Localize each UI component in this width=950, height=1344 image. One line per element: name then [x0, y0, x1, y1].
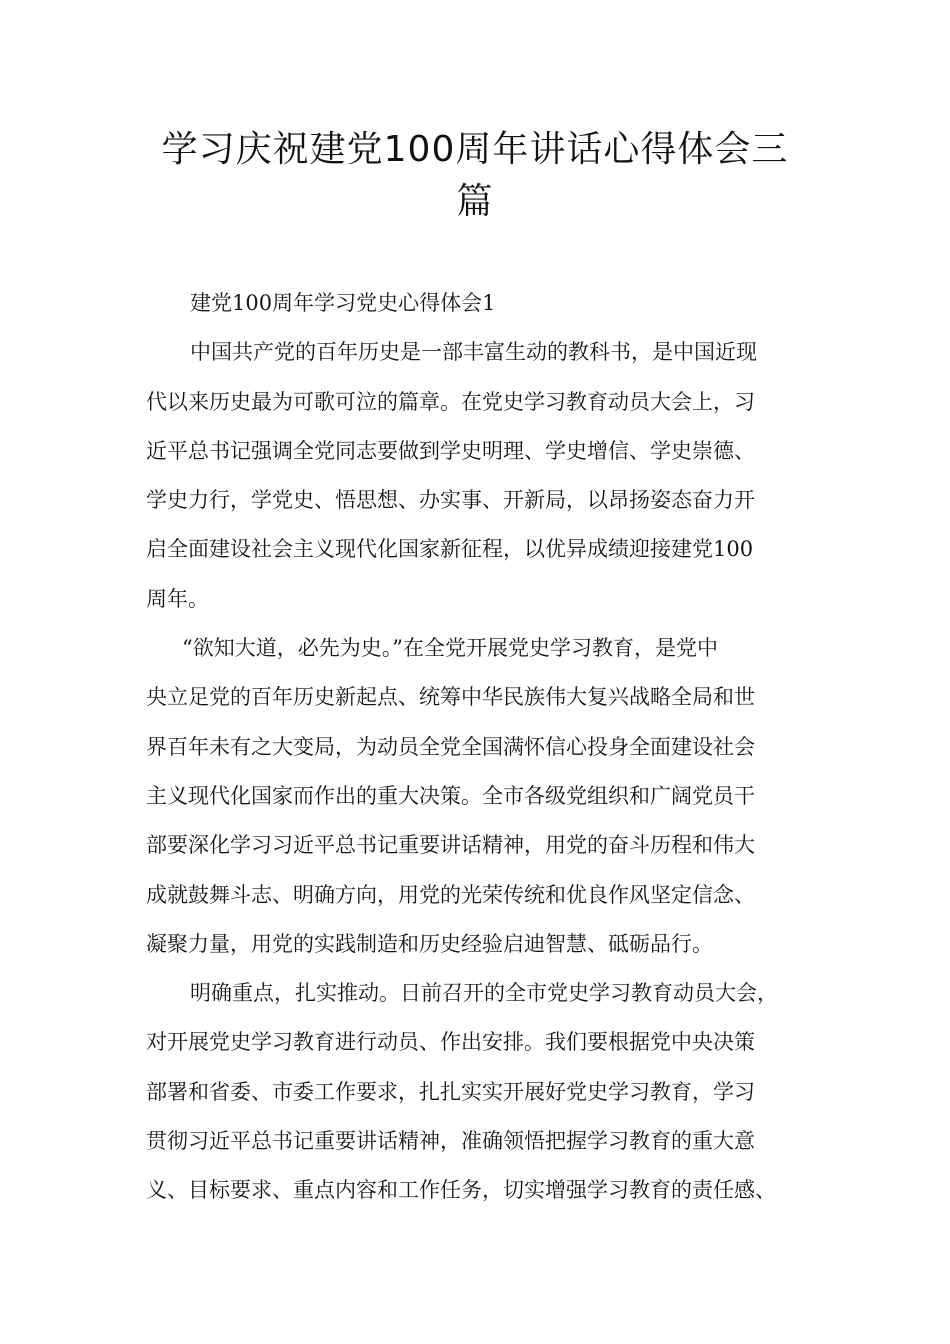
- document-title: [120, 124, 830, 228]
- paragraph-1-line-5: 启全面建设社会主义现代化国家新征程，以优异成绩迎接建党100: [146, 537, 754, 562]
- paragraph-1-line-1: 中国共产党的百年历史是一部丰富生动的教科书，是中国近现: [190, 340, 757, 365]
- paragraph-1-line-2: 代以来历史最为可歌可泣的篇章。在党史学习教育动员大会上，习: [146, 389, 755, 414]
- title-line-2: 篇: [456, 181, 494, 222]
- paragraph-3-line-2: 对开展党史学习教育进行动员、作出安排。我们要根据党中央决策: [146, 1030, 755, 1055]
- paragraph-1-line-6: 周年。: [146, 586, 209, 611]
- document-body: [146, 279, 826, 1216]
- paragraph-3-line-1: 明确重点，扎实推动。日前召开的全市党史学习教育动员大会，: [190, 981, 778, 1006]
- paragraph-1-line-4: 学史力行，学党史、悟思想、办实事、开新局，以昂扬姿态奋力开: [146, 488, 755, 513]
- paragraph-3-line-3: 部署和省委、市委工作要求，扎扎实实开展好党史学习教育，学习: [146, 1079, 755, 1104]
- paragraph-1-line-3: 近平总书记强调全党同志要做到学史明理、学史增信、学史崇德、: [146, 438, 755, 463]
- title-line-1: 学习庆祝建党100周年讲话心得体会三: [161, 129, 789, 170]
- section-heading: 建党100周年学习党史心得体会1: [190, 291, 496, 315]
- paragraph-2-line-4: 主义现代化国家而作出的重大决策。全市各级党组织和广阔党员干: [146, 783, 755, 808]
- paragraph-2-line-5: 部要深化学习习近平总书记重要讲话精神，用党的奋斗历程和伟大: [146, 833, 755, 858]
- paragraph-3-line-5: 义、目标要求、重点内容和工作任务，切实增强学习教育的责任感、: [146, 1178, 776, 1203]
- paragraph-2-line-3: 界百年未有之大变局，为动员全党全国满怀信心投身全面建设社会: [146, 734, 755, 759]
- paragraph-2-line-1: “欲知大道，必先为史。”在全党开展党史学习教育，是党中: [182, 636, 718, 661]
- paragraph-2-line-6: 成就鼓舞斗志、明确方向，用党的光荣传统和优良作风坚定信念、: [146, 882, 755, 907]
- paragraph-2-line-7: 凝聚力量，用党的实践制造和历史经验启迪智慧、砥砺品行。: [146, 931, 713, 956]
- paragraph-2-line-2: 央立足党的百年历史新起点、统筹中华民族伟大复兴战略全局和世: [146, 685, 755, 710]
- paragraph-3-line-4: 贯彻习近平总书记重要讲话精神，准确领悟把握学习教育的重大意: [146, 1129, 755, 1154]
